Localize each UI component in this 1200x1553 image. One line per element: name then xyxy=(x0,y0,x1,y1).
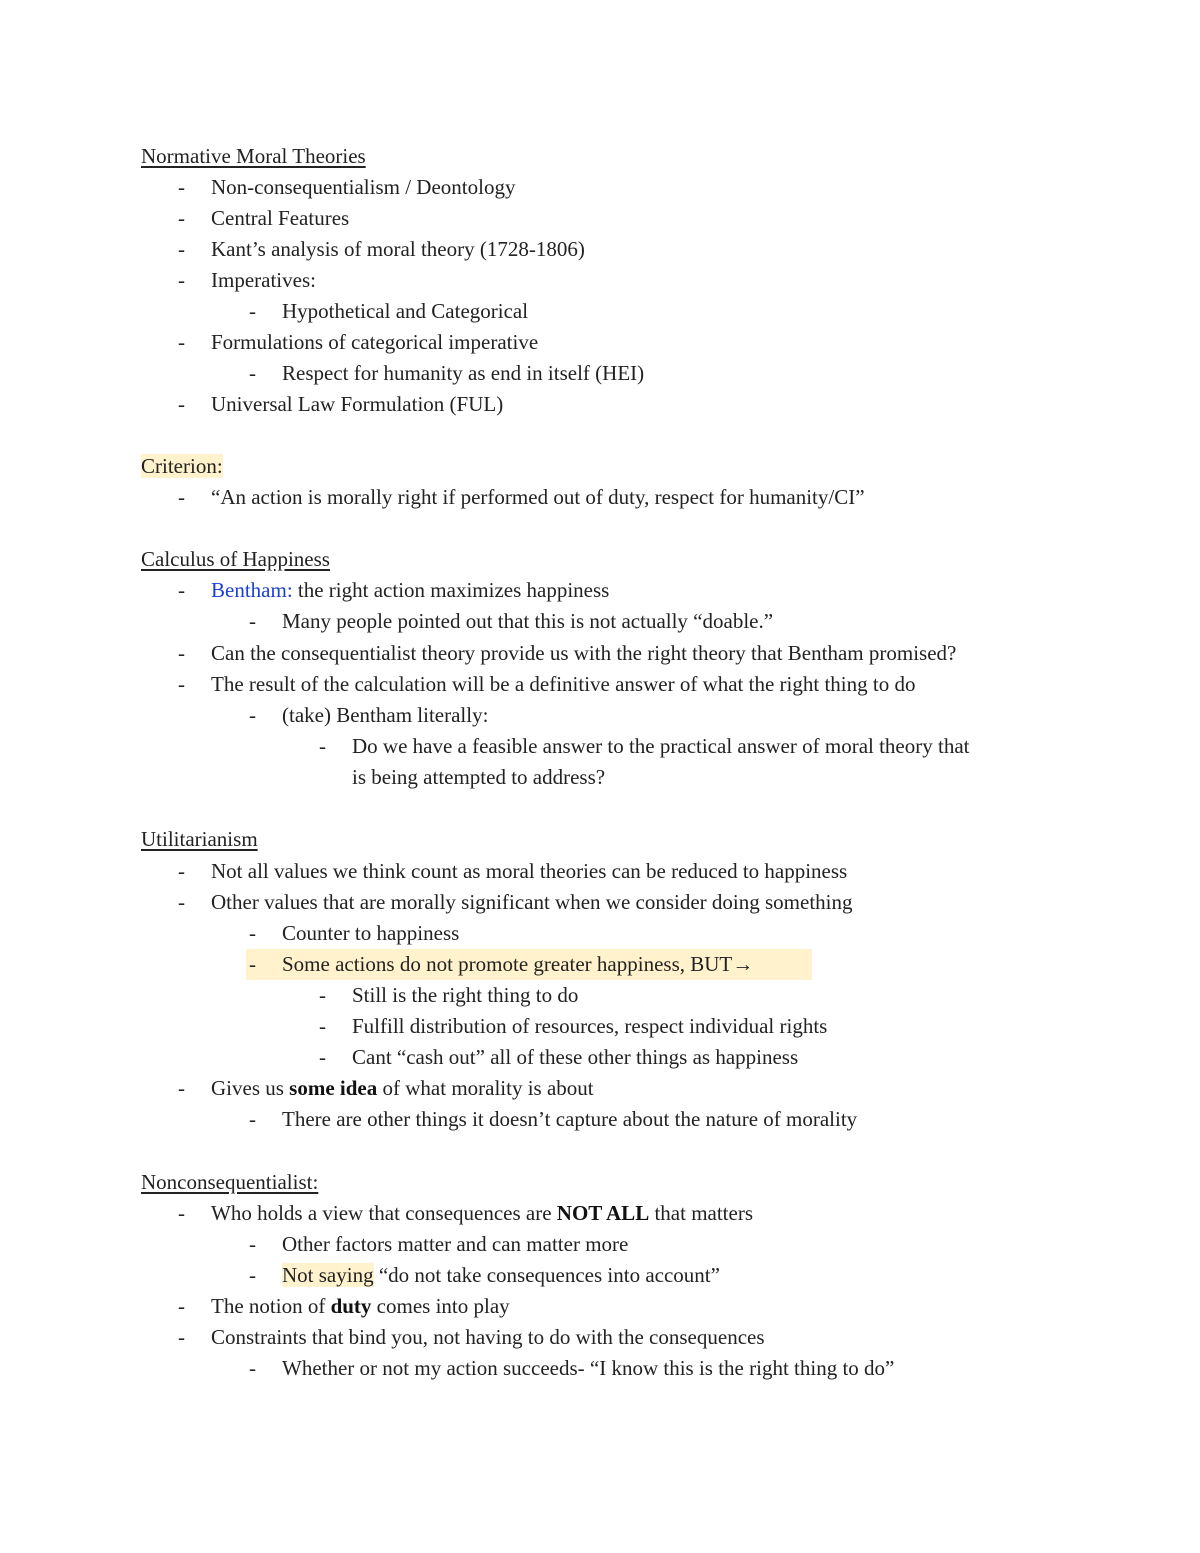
list-item-continuation: is being attempted to address? xyxy=(352,765,606,789)
section-heading-calculus: Calculus of Happiness xyxy=(141,547,330,571)
highlighted-phrase: Not saying xyxy=(282,1263,374,1287)
bentham-name: Bentham: xyxy=(211,578,293,602)
section-heading-normative: Normative Moral Theories xyxy=(141,144,366,168)
document-page: Normative Moral Theories - Non-consequentialism / Deontology - Central Features - Kant’s analysis of moral theory (1728-1806) - Imperatives: - Hypothetical and Categorical - Formulations of categorical imperative - Respect for humanity as end in itself (HEI) - Universal Law Formulation (FUL) Criterion: - “An action is morally right if performed out of duty, respect for humanity/CI” Calculus of Happiness - Bentham: the right action maximizes happiness - Many people pointed out that this is not actually “doable.” - Can the consequentialist theory provide us with the right theory that Bentham promised? - The result of the calculation will be a definitive answer of what the right thing to do - (take) Bentham literally: - Do we have a feasible answer to the practical answer of moral theory that is being attempted to address? Utilitarianism - Not all values we think count as moral theories can be reduced to happiness - Other values that are morally significant when we consider doing something - Counter to happiness - Some actions do not promote greater happiness, BUT→ - Still is the right thing to do - Fulfill distribution of resources, respect individual rights - Cant “cash out” all of these other things as happiness - Gives us some idea of what morality is about - There are other things it doesn’t capture about the nature of morality Nonconsequentialist: - Who holds a view that consequences are NOT ALL that matters - Other factors matter and can matter more - Not saying “do not take consequences into account” - The notion of duty comes into play - Constraints that bind you, not having to do with the consequences - Whether or not my action succeeds- “I know this is the right thing to do” xyxy=(0,0,1200,1553)
section-heading-criterion: Criterion: xyxy=(141,454,223,478)
section-heading-nonconsequentialist: Nonconsequentialist: xyxy=(141,1170,319,1194)
section-heading-utilitarianism: Utilitarianism xyxy=(141,827,258,851)
